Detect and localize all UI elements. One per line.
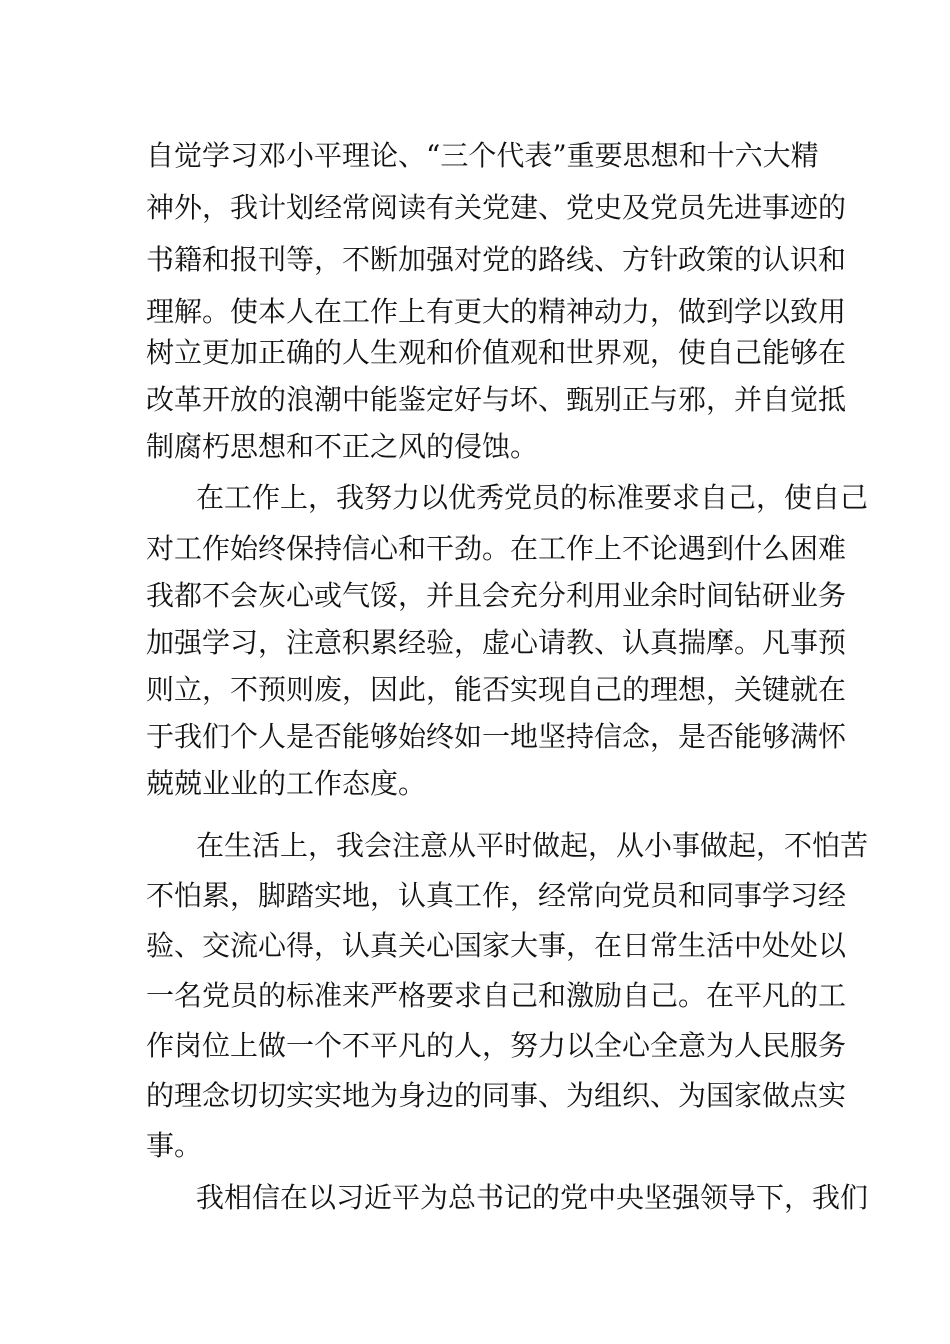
text-line: 验、交流心得，认真关心国家大事，在日常生活中处处以	[146, 929, 847, 962]
text-line: 理解。使本人在工作上有更大的精神动力，做到学以致用	[146, 295, 847, 328]
text-line: 事。	[146, 1129, 203, 1162]
text-line: 不怕累，脚踏实地，认真工作，经常向党员和同事学习经	[146, 879, 847, 912]
text-line: 在工作上，我努力以优秀党员的标准要求自己，使自己	[196, 481, 869, 514]
text-line: 制腐朽思想和不正之风的侵蚀。	[146, 430, 539, 463]
text-line: 则立，不预则废，因此，能否实现自己的理想，关键就在	[146, 673, 847, 706]
text-line: 作岗位上做一个不平凡的人，努力以全心全意为人民服务	[146, 1029, 847, 1062]
text-line: 神外，我计划经常阅读有关党建、党史及党员先进事迹的	[146, 191, 847, 224]
text-line: 在生活上，我会注意从平时做起，从小事做起，不怕苦	[196, 829, 869, 862]
text-line: 一名党员的标准来严格要求自己和激励自己。在平凡的工	[146, 979, 847, 1012]
text-line: 书籍和报刊等，不断加强对党的路线、方针政策的认识和	[146, 243, 847, 276]
text-line: 我相信在以习近平为总书记的党中央坚强领导下，我们	[196, 1181, 869, 1214]
text-line: 于我们个人是否能够始终如一地坚持信念，是否能够满怀	[146, 720, 847, 753]
text-line: 兢兢业业的工作态度。	[146, 767, 427, 800]
text-line: 我都不会灰心或气馁，并且会充分利用业余时间钻研业务	[146, 579, 847, 612]
text-line: 树立更加正确的人生观和价值观和世界观，使自己能够在	[146, 336, 847, 369]
text-line: 的理念切切实实地为身边的同事、为组织、为国家做点实	[146, 1079, 847, 1112]
text-line: 改革开放的浪潮中能鉴定好与坏、甄别正与邪，并自觉抵	[146, 383, 847, 416]
text-line: 自觉学习邓小平理论、“三个代表”重要思想和十六大精	[146, 139, 819, 172]
text-line: 对工作始终保持信心和干劲。在工作上不论遇到什么困难	[146, 532, 847, 565]
text-line: 加强学习，注意积累经验，虚心请教、认真揣摩。凡事预	[146, 626, 847, 659]
